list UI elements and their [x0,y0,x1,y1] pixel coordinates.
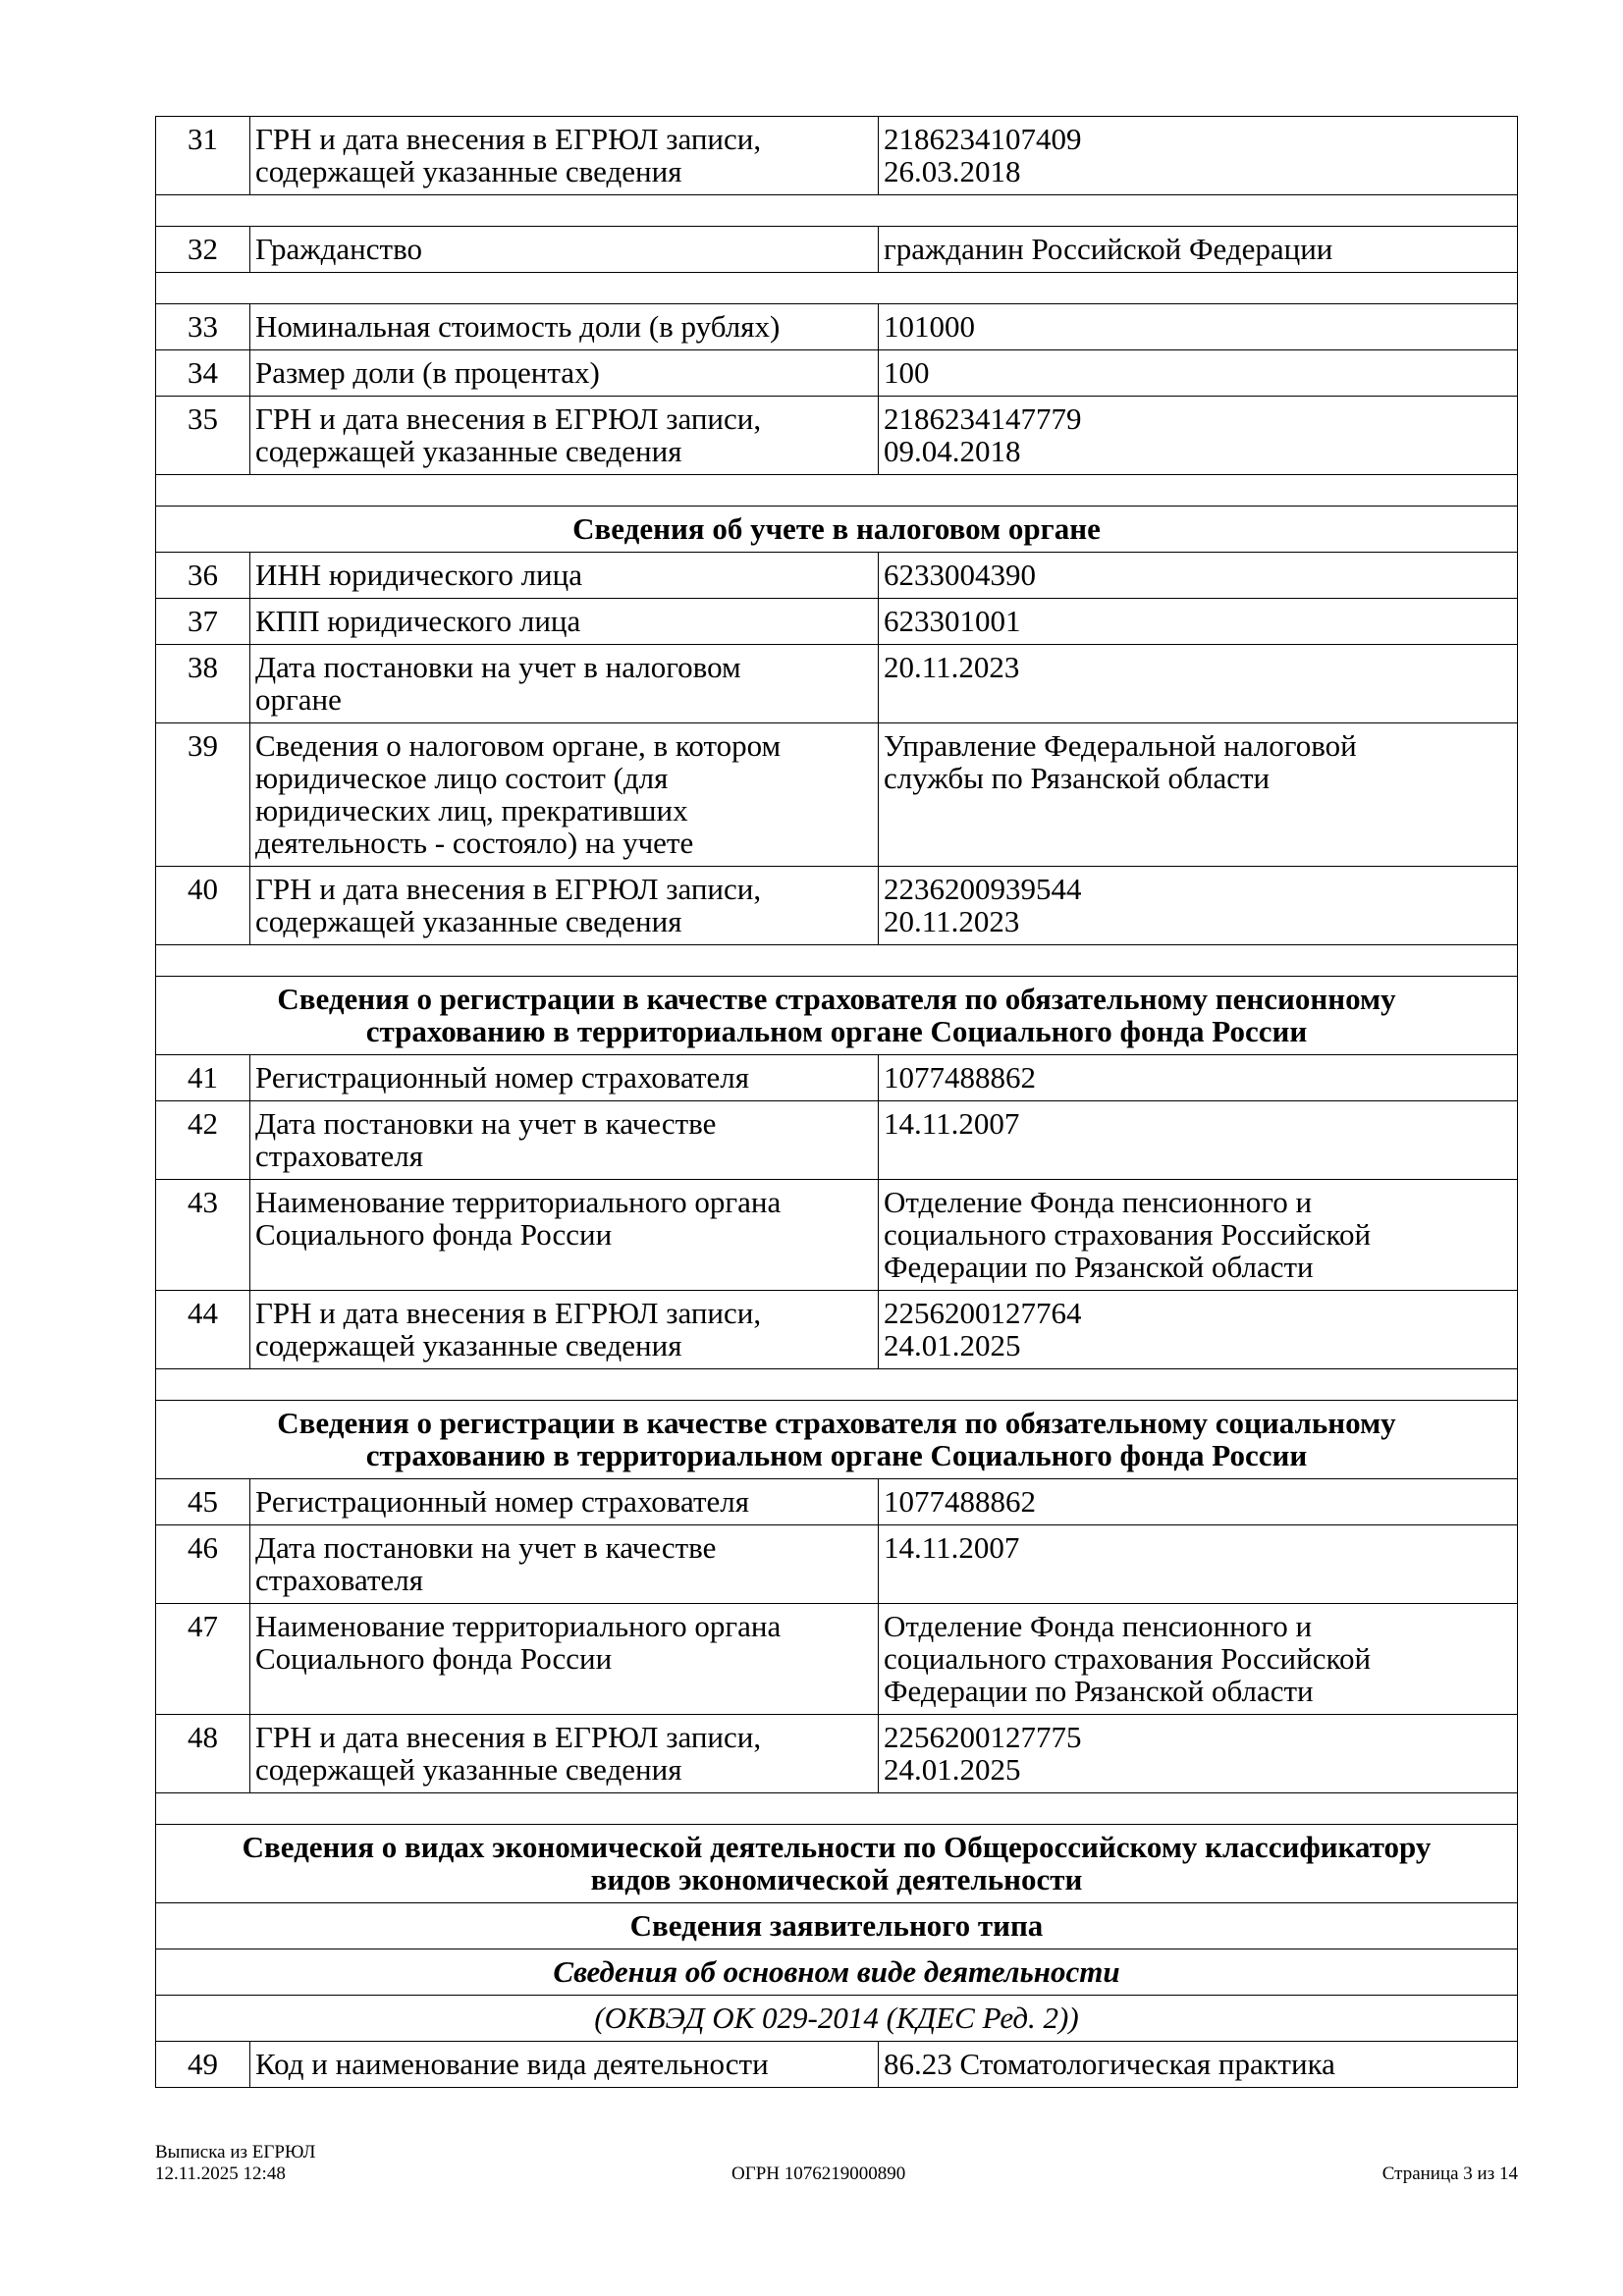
spacer-cell [156,945,1518,977]
table-row [156,867,1518,945]
row-value-line: социального страхования Российской [884,1641,1372,1676]
row-number: 47 [156,1604,250,1715]
table-row [156,350,1518,397]
section-header [156,1903,1518,1949]
section-header-line: Сведения заявительного типа [629,1908,1044,1943]
section-header [156,1949,1518,1996]
row-label [250,1101,879,1180]
row-label-line: Номинальная стоимость доли (в рублях) [255,309,781,344]
row-value [879,599,1518,645]
row-value-line: 2186234107409 [884,122,1082,156]
row-label [250,1525,879,1604]
row-value [879,1180,1518,1291]
footer-ogrn: ОГРН 1076219000890 [731,2163,906,2184]
section-header-line: видов экономической деятельности [590,1862,1083,1896]
section-header-row [156,1949,1518,1996]
row-value-line: Управление Федеральной налоговой [884,728,1357,763]
row-label [250,304,879,350]
row-value [879,1525,1518,1604]
row-label [250,1291,879,1369]
row-value [879,227,1518,273]
table-row [156,1055,1518,1101]
spacer-cell [156,273,1518,304]
row-label-line: Наименование территориального органа [255,1185,782,1219]
spacer-cell [156,1793,1518,1825]
row-label-line: Наименование территориального органа [255,1609,782,1643]
row-value [879,350,1518,397]
row-number: 45 [156,1479,250,1525]
table-row [156,2042,1518,2088]
table-row [156,1479,1518,1525]
row-number: 35 [156,397,250,475]
table-row [156,397,1518,475]
table-row [156,723,1518,867]
row-label-line: Размер доли (в процентах) [255,355,600,390]
row-label-line: Социального фонда России [255,1217,613,1252]
row-label [250,867,879,945]
row-number: 33 [156,304,250,350]
section-header [156,1825,1518,1903]
row-number: 40 [156,867,250,945]
row-number: 32 [156,227,250,273]
row-number: 31 [156,117,250,195]
row-number: 46 [156,1525,250,1604]
row-label [250,1715,879,1793]
row-value-line: службы по Рязанской области [884,761,1271,795]
row-label-line: страхователя [255,1563,423,1597]
row-value-line: Отделение Фонда пенсионного и [884,1609,1313,1643]
row-label-line: ГРН и дата внесения в ЕГРЮЛ записи, [255,122,762,156]
row-label [250,553,879,599]
row-label-line: Социального фонда России [255,1641,613,1676]
row-label-line: ГРН и дата внесения в ЕГРЮЛ записи, [255,872,762,906]
row-label [250,1055,879,1101]
row-value-line: 20.11.2023 [884,650,1020,684]
row-value [879,867,1518,945]
row-label-line: Дата постановки на учет в качестве [255,1106,717,1141]
spacer-row [156,1793,1518,1825]
row-label [250,599,879,645]
row-number: 36 [156,553,250,599]
row-value-line: 1077488862 [884,1484,1036,1519]
row-value-line: 6233004390 [884,558,1036,592]
row-value [879,723,1518,867]
row-value-line: 86.23 Стоматологическая практика [884,2047,1335,2081]
row-value [879,1715,1518,1793]
spacer-row [156,945,1518,977]
section-header-line: страхованию в территориальном органе Социального фонда России [365,1014,1308,1048]
spacer-row [156,475,1518,507]
row-label-line: Регистрационный номер страхователя [255,1484,749,1519]
row-value-line: социального страхования Российской [884,1217,1372,1252]
row-value [879,1101,1518,1180]
section-header-row [156,1825,1518,1903]
row-label-line: Дата постановки на учет в налоговом [255,650,741,684]
row-value-line: Федерации по Рязанской области [884,1250,1314,1284]
row-label-line: КПП юридического лица [255,604,581,638]
table-row [156,1715,1518,1793]
section-header-line: Сведения об основном виде деятельности [553,1954,1120,1989]
row-label [250,1180,879,1291]
row-value-line: гражданин Российской Федерации [884,232,1333,266]
row-label-line: Код и наименование вида деятельности [255,2047,769,2081]
row-label [250,227,879,273]
row-number: 34 [156,350,250,397]
row-label-line: Регистрационный номер страхователя [255,1060,749,1095]
row-label [250,350,879,397]
row-value-line: 623301001 [884,604,1021,638]
table-row [156,1180,1518,1291]
egrul-extract-table [155,116,1518,2088]
row-value-line: Федерации по Рязанской области [884,1674,1314,1708]
table-row [156,117,1518,195]
section-header [156,977,1518,1055]
spacer-cell [156,475,1518,507]
row-label-line: ГРН и дата внесения в ЕГРЮЛ записи, [255,1296,762,1330]
row-label-line: Дата постановки на учет в качестве [255,1530,717,1565]
row-value [879,1604,1518,1715]
section-header-row [156,977,1518,1055]
footer-datetime: 12.11.2025 12:48 [155,2163,286,2184]
footer-document-info [155,2142,315,2185]
row-label-line: содержащей указанные сведения [255,434,682,468]
row-label [250,1479,879,1525]
section-header-row [156,1903,1518,1949]
section-header-line: (ОКВЭД ОК 029-2014 (КДЕС Ред. 2)) [594,2001,1079,2035]
row-value-line: 24.01.2025 [884,1328,1021,1362]
table-row [156,599,1518,645]
footer-page-number: Страница 3 из 14 [1381,2163,1518,2184]
row-number: 38 [156,645,250,723]
row-value-line: 2256200127775 [884,1720,1082,1754]
row-number: 41 [156,1055,250,1101]
row-number: 48 [156,1715,250,1793]
spacer-row [156,195,1518,227]
table-row [156,1525,1518,1604]
row-value [879,397,1518,475]
row-label [250,117,879,195]
row-value-line: 2236200939544 [884,872,1082,906]
section-header-line: страхованию в территориальном органе Социального фонда России [365,1438,1308,1472]
section-header-line: Сведения о видах экономической деятельности по Общероссийскому классификатору [242,1830,1432,1864]
row-value-line: 24.01.2025 [884,1752,1021,1787]
footer-doc-title: Выписка из ЕГРЮЛ [155,2142,316,2163]
spacer-row [156,1369,1518,1401]
table-row [156,227,1518,273]
table-row [156,1101,1518,1180]
spacer-row [156,273,1518,304]
row-value-line: 2186234147779 [884,401,1082,436]
section-header-line: Сведения об учете в налоговом органе [572,511,1101,546]
row-number: 39 [156,723,250,867]
row-number: 49 [156,2042,250,2088]
row-value-line: 1077488862 [884,1060,1036,1095]
row-label [250,397,879,475]
row-label [250,2042,879,2088]
row-label [250,645,879,723]
row-value [879,1055,1518,1101]
row-value-line: Отделение Фонда пенсионного и [884,1185,1313,1219]
row-value [879,304,1518,350]
row-value-line: 09.04.2018 [884,434,1021,468]
row-value [879,1479,1518,1525]
section-header [156,1401,1518,1479]
table-row [156,304,1518,350]
row-label-line: страхователя [255,1139,423,1173]
row-label-line: содержащей указанные сведения [255,1752,682,1787]
row-value-line: 100 [884,355,930,390]
row-label [250,1604,879,1715]
row-number: 42 [156,1101,250,1180]
section-header [156,1996,1518,2042]
row-value-line: 20.11.2023 [884,904,1020,938]
section-header-line: Сведения о регистрации в качестве страхователя по обязательному социальному [277,1406,1396,1440]
row-value [879,645,1518,723]
row-number: 43 [156,1180,250,1291]
spacer-cell [156,1369,1518,1401]
section-header-row [156,507,1518,553]
row-label-line: юридических лиц, прекративших [255,793,688,828]
table-row [156,553,1518,599]
row-label-line: ГРН и дата внесения в ЕГРЮЛ записи, [255,401,762,436]
row-value-line: 14.11.2007 [884,1530,1020,1565]
table-row [156,1604,1518,1715]
row-label-line: ИНН юридического лица [255,558,582,592]
row-value [879,117,1518,195]
row-label-line: юридическое лицо состоит (для [255,761,669,795]
row-number: 44 [156,1291,250,1369]
row-label-line: Сведения о налоговом органе, в котором [255,728,782,763]
section-header-line: Сведения о регистрации в качестве страхователя по обязательному пенсионному [277,982,1396,1016]
row-value-line: 14.11.2007 [884,1106,1020,1141]
section-header [156,507,1518,553]
row-value-line: 26.03.2018 [884,154,1021,188]
section-header-row [156,1996,1518,2042]
row-label [250,723,879,867]
table-row [156,1291,1518,1369]
row-label-line: Гражданство [255,232,423,266]
row-label-line: ГРН и дата внесения в ЕГРЮЛ записи, [255,1720,762,1754]
section-header-row [156,1401,1518,1479]
row-value [879,2042,1518,2088]
row-value [879,553,1518,599]
row-label-line: содержащей указанные сведения [255,904,682,938]
row-value-line: 2256200127764 [884,1296,1082,1330]
row-value-line: 101000 [884,309,975,344]
row-label-line: деятельность - состояло) на учете [255,826,694,860]
row-value [879,1291,1518,1369]
row-number: 37 [156,599,250,645]
row-label-line: органе [255,682,342,717]
row-label-line: содержащей указанные сведения [255,154,682,188]
table-row [156,645,1518,723]
row-label-line: содержащей указанные сведения [255,1328,682,1362]
spacer-cell [156,195,1518,227]
